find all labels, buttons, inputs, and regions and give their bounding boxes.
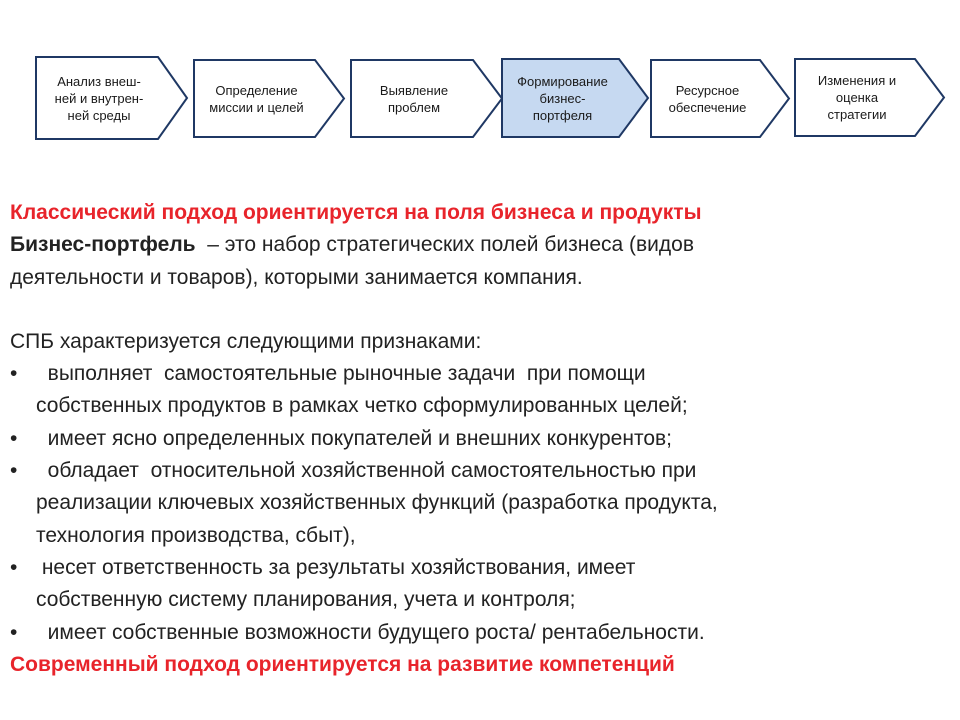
bullet-text <box>36 358 945 423</box>
bullet-item <box>10 358 945 423</box>
flow-step-label: Выявление проблем <box>379 82 449 115</box>
definition-text-1: – это набор стратегических полей бизнеса (видов <box>195 233 694 257</box>
classic-heading: Классический подход ориентируется на поля бизнеса и продукты <box>10 201 702 224</box>
flow-step-label: Ресурсное обеспечение <box>668 82 747 115</box>
bullet-text <box>36 617 945 649</box>
modern-heading: Современный подход ориентируется на развитие компетенций <box>10 652 675 676</box>
flow-step-label: Формирование бизнес- портфеля <box>517 73 608 123</box>
bullet-text <box>36 552 945 617</box>
bullet-dot: • <box>10 459 18 483</box>
definition <box>10 229 945 261</box>
bullet-list <box>10 358 945 649</box>
bullet-dot: • <box>10 362 18 386</box>
bullet-line: собственных продуктов в рамках четко сформулированных целей; <box>36 394 688 418</box>
spacer <box>10 294 945 326</box>
bullet-dot: • <box>10 426 18 450</box>
bullet-line: имеет ясно определенных покупателей и внешних конкурентов; <box>36 426 672 450</box>
bullet-text <box>36 455 945 552</box>
bullet-item <box>10 552 945 617</box>
flow-step-label: Анализ внеш- ней и внутрен- ней среды <box>54 73 144 123</box>
bullet-line: обладает относительной хозяйственной самостоятельностью при <box>36 459 697 483</box>
definition-term: Бизнес-портфель <box>10 233 196 257</box>
bullet-line: технология производства, сбыт), <box>36 523 356 547</box>
bullet-item <box>10 617 945 649</box>
flow-step-label: Определение миссии и целей <box>209 82 304 115</box>
bullet-line: несет ответственность за результаты хозяйствования, имеет <box>36 555 636 579</box>
flow-step-label: Изменения и оценка стратегии <box>817 73 897 122</box>
bullet-line: реализации ключевых хозяйственных функций (разработка продукта, <box>36 491 718 515</box>
bullet-text <box>36 423 945 455</box>
slide-body <box>10 197 945 681</box>
bullet-line: собственную систему планирования, учета и контроля; <box>36 588 576 612</box>
bullet-item <box>10 423 945 455</box>
bullet-line: выполняет самостоятельные рыночные задачи при помощи <box>36 362 646 386</box>
definition-text-2: деятельности и товаров), которыми занимается компания. <box>10 265 583 289</box>
bullet-item <box>10 455 945 552</box>
bullet-line: имеет собственные возможности будущего роста/ рентабельности. <box>36 620 705 644</box>
spb-intro: СПБ характеризуется следующими признаками: <box>10 329 482 353</box>
bullet-dot: • <box>10 620 18 644</box>
bullet-dot: • <box>10 555 18 579</box>
